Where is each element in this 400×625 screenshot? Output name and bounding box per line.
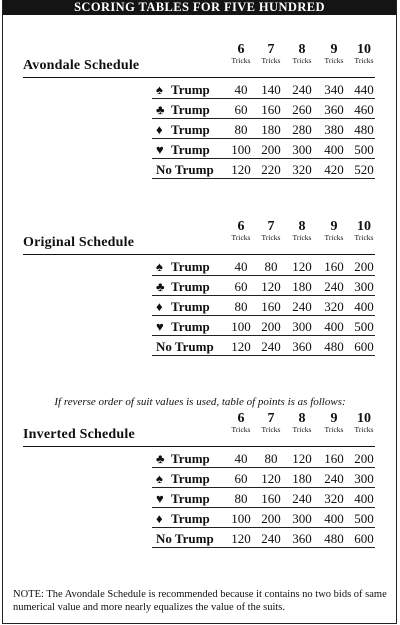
column-header [348,42,380,65]
column-header-label: Tricks [324,233,344,242]
table-cell: 320 [324,491,344,506]
row-label [156,511,210,527]
table-row [0,256,400,276]
table-cell: 200 [261,142,281,157]
column-header-number: 10 [357,219,371,234]
table-cell: 600 [354,531,374,546]
column-header-number: 7 [267,219,275,234]
section-rule [23,446,375,447]
column-header-label: Tricks [231,425,251,434]
table-cell: 400 [324,142,344,157]
table-cell: 360 [292,339,312,354]
row-label-text: Trump [171,142,210,157]
column-header-number: 10 [357,42,371,57]
spade-icon: ♠ [156,259,163,274]
column-header-number: 6 [237,42,245,57]
table-row [0,159,400,179]
table-cell: 120 [231,531,251,546]
table-cell: 400 [324,319,344,334]
table-cell: 120 [292,451,312,466]
table-cell: 80 [234,122,248,137]
column-header-number: 6 [237,411,245,426]
column-header-label: Tricks [261,425,281,434]
table-cell: 240 [292,491,312,506]
table-cell: 500 [354,142,374,157]
table-cell: 320 [324,299,344,314]
row-label [156,451,210,467]
table-cell: 380 [324,122,344,137]
table-row [0,99,400,119]
column-header-label: Tricks [324,56,344,65]
table-row [0,79,400,99]
table-cell: 120 [261,279,281,294]
column-header-number: 8 [298,219,306,234]
column-header-label: Tricks [354,56,374,65]
column-header [318,411,350,434]
table-cell: 220 [261,162,281,177]
table-cell: 200 [261,319,281,334]
column-header [225,42,257,65]
table-cell: 240 [292,82,312,97]
row-label [156,162,214,178]
row-label [156,142,210,158]
table-cell: 120 [261,471,281,486]
section-rule [23,254,375,255]
table-cell: 60 [234,471,248,486]
row-label-text: No Trump [156,162,214,177]
table-cell: 160 [324,451,344,466]
table-cell: 300 [292,142,312,157]
table-cell: 600 [354,339,374,354]
row-label-text: Trump [171,471,210,486]
row-label-text: No Trump [156,531,214,546]
column-header [225,411,257,434]
row-label-text: Trump [171,102,210,117]
table-row [0,528,400,548]
table-cell: 100 [231,511,251,526]
table-cell: 400 [354,299,374,314]
diamond-icon: ♦ [156,122,163,137]
row-label-text: Trump [171,491,210,506]
row-label [156,82,210,98]
table-cell: 180 [261,122,281,137]
column-header [286,411,318,434]
row-label [156,299,210,315]
row-label-text: Trump [171,122,210,137]
table-cell: 240 [324,471,344,486]
table-row [0,296,400,316]
column-header [255,42,287,65]
table-cell: 500 [354,511,374,526]
table-cell: 260 [292,102,312,117]
column-header [286,219,318,242]
table-cell: 320 [292,162,312,177]
row-label-text: Trump [171,319,210,334]
column-header [348,411,380,434]
table-cell: 480 [324,339,344,354]
row-label-text: Trump [171,299,210,314]
table-cell: 460 [354,102,374,117]
column-header [255,219,287,242]
row-label-text: Trump [171,451,210,466]
table-cell: 240 [261,339,281,354]
column-header-label: Tricks [324,425,344,434]
table-cell: 40 [234,82,248,97]
table-cell: 40 [234,259,248,274]
column-header-number: 7 [267,42,275,57]
table-cell: 480 [354,122,374,137]
row-label [156,102,210,118]
row-label [156,471,210,487]
row-divider [152,178,375,179]
table-cell: 60 [234,279,248,294]
table-cell: 520 [354,162,374,177]
row-label-text: No Trump [156,339,214,354]
footnote: NOTE: The Avondale Schedule is recommended because it contains no two bids of same numerical value and more nearly equalizes the value of the suits. [13,589,387,613]
column-header [225,219,257,242]
row-divider [152,547,375,548]
row-label-text: Trump [171,82,210,97]
table-row [0,119,400,139]
column-header-label: Tricks [292,233,312,242]
table-cell: 120 [292,259,312,274]
row-label [156,531,214,547]
column-header [348,219,380,242]
column-header-label: Tricks [231,56,251,65]
table-row [0,276,400,296]
heart-icon: ♥ [156,142,164,157]
row-label-text: Trump [171,279,210,294]
row-label [156,339,214,355]
club-icon: ♣ [156,279,165,294]
table-row [0,316,400,336]
spade-icon: ♠ [156,471,163,486]
section-title: Inverted Schedule [23,427,135,442]
table-row [0,448,400,468]
column-header-label: Tricks [261,56,281,65]
table-cell: 80 [234,491,248,506]
row-label [156,279,210,295]
table-cell: 300 [354,279,374,294]
row-label-text: Trump [171,259,210,274]
diamond-icon: ♦ [156,299,163,314]
row-label [156,122,210,138]
table-cell: 300 [292,511,312,526]
row-label [156,259,210,275]
table-cell: 160 [261,102,281,117]
table-cell: 80 [264,259,278,274]
table-cell: 60 [234,102,248,117]
table-cell: 40 [234,451,248,466]
club-icon: ♣ [156,451,165,466]
column-header-number: 6 [237,219,245,234]
column-header-number: 10 [357,411,371,426]
club-icon: ♣ [156,102,165,117]
table-cell: 280 [292,122,312,137]
column-header-label: Tricks [354,233,374,242]
column-header-number: 8 [298,411,306,426]
row-label [156,319,210,335]
table-cell: 340 [324,82,344,97]
heart-icon: ♥ [156,491,164,506]
column-header-label: Tricks [261,233,281,242]
table-cell: 360 [324,102,344,117]
table-cell: 240 [324,279,344,294]
column-header [286,42,318,65]
section-title: Avondale Schedule [23,58,140,73]
column-header-number: 8 [298,42,306,57]
section-title: Original Schedule [23,235,135,250]
table-row [0,468,400,488]
table-cell: 360 [292,531,312,546]
table-cell: 200 [261,511,281,526]
heart-icon: ♥ [156,319,164,334]
row-label-text: Trump [171,511,210,526]
column-header-number: 9 [330,411,338,426]
table-cell: 100 [231,142,251,157]
table-cell: 240 [261,531,281,546]
column-header [255,411,287,434]
table-cell: 400 [354,491,374,506]
table-cell: 80 [234,299,248,314]
diamond-icon: ♦ [156,511,163,526]
table-cell: 180 [292,279,312,294]
table-row [0,488,400,508]
column-header [318,42,350,65]
table-cell: 300 [354,471,374,486]
column-header-label: Tricks [231,233,251,242]
table-cell: 180 [292,471,312,486]
table-row [0,139,400,159]
column-header-label: Tricks [292,56,312,65]
column-header-number: 9 [330,219,338,234]
row-label [156,491,210,507]
table-cell: 300 [292,319,312,334]
table-cell: 100 [231,319,251,334]
table-cell: 160 [261,299,281,314]
table-cell: 480 [324,531,344,546]
table-cell: 200 [354,259,374,274]
table-cell: 80 [264,451,278,466]
column-header [318,219,350,242]
table-cell: 140 [261,82,281,97]
table-cell: 440 [354,82,374,97]
table-cell: 120 [231,162,251,177]
reverse-order-note: If reverse order of suit values is used, table of points is as follows: [54,396,346,408]
table-cell: 500 [354,319,374,334]
table-cell: 160 [324,259,344,274]
section-rule [23,77,375,78]
table-cell: 420 [324,162,344,177]
table-row [0,508,400,528]
table-row [0,336,400,356]
page-title: SCORING TABLES FOR FIVE HUNDRED [3,0,396,15]
column-header-number: 7 [267,411,275,426]
column-header-number: 9 [330,42,338,57]
table-cell: 120 [231,339,251,354]
table-cell: 160 [261,491,281,506]
table-cell: 200 [354,451,374,466]
table-cell: 400 [324,511,344,526]
column-header-label: Tricks [292,425,312,434]
row-divider [152,355,375,356]
table-cell: 240 [292,299,312,314]
spade-icon: ♠ [156,82,163,97]
column-header-label: Tricks [354,425,374,434]
